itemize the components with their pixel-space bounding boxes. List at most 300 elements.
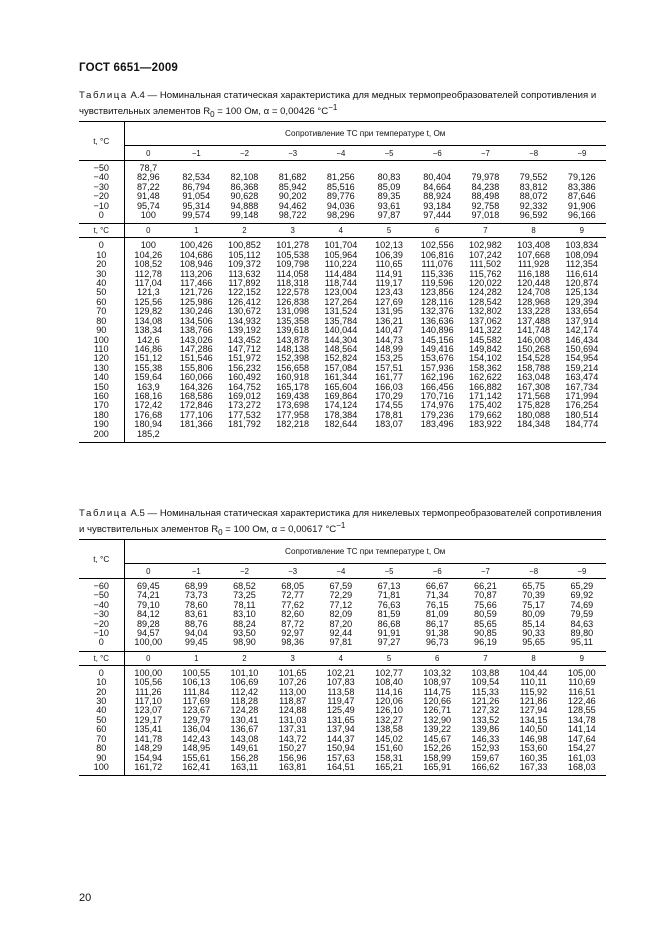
table-cell: 100,426 <box>179 240 213 251</box>
table-cell: 91,906 <box>567 200 596 211</box>
table-cell: 165,178 <box>276 381 310 392</box>
table-cell: 130,41 <box>230 714 259 725</box>
table-cell: 82,534 <box>182 172 211 183</box>
column-header: 5 <box>365 651 413 665</box>
table-cell <box>558 430 606 443</box>
table-cell: 129,79 <box>182 714 211 725</box>
table-cell: 119,596 <box>421 278 454 289</box>
table-cell: 83,812 <box>519 181 548 192</box>
table-cell: 80,83 <box>377 172 401 183</box>
table-cell: 177,106 <box>179 409 213 420</box>
table-cell: 84,63 <box>570 618 594 629</box>
table-cell: 136,21 <box>375 315 403 326</box>
table-cell: 90,33 <box>522 628 545 639</box>
table-cell: 143,08 <box>230 733 259 744</box>
table-cell: 153,60 <box>519 743 548 754</box>
table-cell: 163,474 <box>565 372 599 383</box>
table-cell: 159,67 <box>471 752 500 763</box>
table-cell: 67,13 <box>377 581 401 591</box>
table-a5-caption <box>79 508 606 539</box>
table-cell: 177,958 <box>276 409 310 420</box>
row-temperature: 80 <box>79 317 124 326</box>
table-cell: 126,71 <box>423 705 452 716</box>
table-cell: 88,76 <box>184 618 208 629</box>
table-cell: 100,00 <box>134 637 163 648</box>
table-cell: 117,69 <box>182 696 210 707</box>
table-cell: 97,87 <box>377 210 401 221</box>
table-cell: 94,04 <box>184 628 208 639</box>
table-cell: 141,14 <box>567 724 596 735</box>
table-cell: 82,09 <box>329 609 353 620</box>
table-cell: 165,21 <box>375 761 403 772</box>
table-cell: 95,314 <box>182 200 211 211</box>
table-cell: 154,27 <box>567 743 596 754</box>
table-cell: 79,126 <box>567 172 596 183</box>
table-cell: 146,98 <box>519 733 548 744</box>
caption-text: А.5 — Номинальная статическая характеристика для никелевых термопреобразователей сопротивления и чувствительных элементов R <box>79 508 602 536</box>
table-cell: 90,628 <box>230 191 259 202</box>
row-temperature: 20 <box>79 688 124 697</box>
table-cell: 118,87 <box>279 696 307 707</box>
table-cell: 154,102 <box>468 353 502 364</box>
table-cell: 132,376 <box>420 306 454 317</box>
table-cell: 138,766 <box>179 325 213 336</box>
table-cell: 113,00 <box>279 686 307 697</box>
table-cell: 170,29 <box>375 390 403 401</box>
table-cell: 71,34 <box>425 590 449 601</box>
row-temperature: 170 <box>79 401 124 410</box>
row-temperature: −40 <box>79 173 124 182</box>
table-cell: 93,61 <box>377 200 401 211</box>
table-cell: 103,408 <box>517 240 551 251</box>
table-cell: 113,206 <box>180 268 213 279</box>
table-cell: 123,07 <box>134 705 163 716</box>
table-cell: 81,09 <box>425 609 449 620</box>
table-cell: 120,022 <box>468 278 502 289</box>
column-header-t: t, °С <box>79 122 124 161</box>
table-cell: 122,152 <box>228 287 261 298</box>
table-cell: 135,784 <box>324 315 358 326</box>
table-cell: 140,044 <box>324 325 358 336</box>
table-cell: 163,9 <box>136 381 160 392</box>
column-header: 6 <box>413 224 461 238</box>
table-cell: 133,654 <box>565 306 599 317</box>
table-cell: 148,99 <box>375 343 403 354</box>
table-cell: 172,42 <box>134 400 163 411</box>
table-cell: 97,81 <box>329 637 353 648</box>
table-cell: 75,66 <box>474 599 497 610</box>
table-cell: 77,12 <box>329 599 353 610</box>
table-cell: 87,72 <box>281 618 305 629</box>
table-cell: 108,094 <box>565 249 599 260</box>
column-header: 5 <box>365 224 413 238</box>
table-cell: 177,532 <box>228 409 261 420</box>
row-temperature: −30 <box>79 610 124 619</box>
table-cell: 102,13 <box>375 240 403 251</box>
table-cell: 131,95 <box>375 306 403 317</box>
column-header: −7 <box>461 564 509 579</box>
table-cell: 77,62 <box>281 599 305 610</box>
table-cell: 69,45 <box>136 581 160 591</box>
row-temperature: 150 <box>79 383 124 392</box>
table-cell: 99,574 <box>182 210 211 221</box>
table-cell: 165,604 <box>324 381 358 392</box>
table-cell: 137,914 <box>565 315 599 326</box>
table-a4 <box>79 121 606 443</box>
table-cell: 137,94 <box>326 724 355 735</box>
table-cell: 96,166 <box>567 210 596 221</box>
table-cell: 134,506 <box>179 315 213 326</box>
table-cell: 103,834 <box>565 240 599 251</box>
table-cell: 128,542 <box>468 296 502 307</box>
caption-label: Таблица <box>79 90 128 101</box>
table-cell: 78,11 <box>233 599 256 610</box>
table-cell: 134,15 <box>519 714 548 725</box>
table-cell: 115,33 <box>471 686 499 697</box>
table-cell: 135,41 <box>134 724 163 735</box>
table-cell: 106,13 <box>182 677 211 688</box>
column-header: 7 <box>461 651 509 665</box>
table-cell: 71,81 <box>377 590 401 601</box>
table-cell: 149,842 <box>468 343 502 354</box>
table-cell: 118,318 <box>276 278 309 289</box>
column-header: 0 <box>124 146 172 161</box>
row-temperature: 40 <box>79 706 124 715</box>
table-cell: 139,86 <box>471 724 500 735</box>
table-cell: 127,32 <box>471 705 500 716</box>
table-cell: 101,278 <box>276 240 310 251</box>
header-row <box>79 146 606 161</box>
table-cell <box>269 430 317 443</box>
table-cell: 178,384 <box>324 409 358 420</box>
table-cell: 110,65 <box>375 259 403 270</box>
table-cell: 125,49 <box>326 705 355 716</box>
table-cell: 131,65 <box>326 714 355 725</box>
header-row <box>79 540 606 564</box>
column-header: −6 <box>413 146 461 161</box>
table-cell: 142,43 <box>182 733 211 744</box>
row-temperature: 60 <box>79 298 124 307</box>
table-cell: 79,552 <box>519 172 548 183</box>
table-cell: 104,26 <box>134 249 163 260</box>
table-cell: 166,882 <box>468 381 502 392</box>
table-cell: 179,236 <box>420 409 454 420</box>
header-row <box>79 564 606 579</box>
table-cell: 168,586 <box>179 390 213 401</box>
table-cell: 148,564 <box>324 343 358 354</box>
table-cell: 139,192 <box>228 325 261 336</box>
table-cell: 121,3 <box>136 287 160 298</box>
table-cell: 93,50 <box>233 628 256 639</box>
column-header: −1 <box>172 564 220 579</box>
table-cell: 154,94 <box>134 752 163 763</box>
table-cell: 99,45 <box>184 637 208 648</box>
table-cell: 147,286 <box>179 343 213 354</box>
column-header: −4 <box>317 146 365 161</box>
table-cell: 166,456 <box>420 381 454 392</box>
table-cell: 126,10 <box>375 705 403 716</box>
table-cell: 152,93 <box>471 743 500 754</box>
table-cell: 96,592 <box>519 210 548 221</box>
table-cell: 94,036 <box>326 200 355 211</box>
table-cell: 91,91 <box>377 628 401 639</box>
table-cell: 88,072 <box>519 191 548 202</box>
table-cell: 113,58 <box>327 686 355 697</box>
table-cell: 145,02 <box>375 733 403 744</box>
table-cell: 83,10 <box>233 609 256 620</box>
table-cell: 116,614 <box>565 268 598 279</box>
column-header: −1 <box>172 146 220 161</box>
table-cell: 173,272 <box>228 400 261 411</box>
table-cell: 158,31 <box>375 752 403 763</box>
table-cell: 127,69 <box>375 296 403 307</box>
table-cell: 141,322 <box>468 325 502 336</box>
table-cell: 112,78 <box>134 268 162 279</box>
table-cell: 182,644 <box>324 419 358 430</box>
table-cell: 135,358 <box>276 315 310 326</box>
table-cell: 137,062 <box>468 315 502 326</box>
table-cell: 79,978 <box>471 172 500 183</box>
table-cell: 174,976 <box>420 400 454 411</box>
table-cell: 169,012 <box>228 390 261 401</box>
caption-tail: = 100 Ом, α = 0,00426 °С <box>214 106 329 118</box>
table-cell: 119,47 <box>327 696 355 707</box>
table-cell: 108,52 <box>134 259 163 270</box>
table-cell: 151,60 <box>375 743 403 754</box>
table-cell: 129,394 <box>565 296 599 307</box>
table-cell: 132,802 <box>468 306 502 317</box>
table-cell: 67,59 <box>329 581 353 591</box>
table-cell: 123,67 <box>182 705 211 716</box>
table-cell: 121,726 <box>179 287 213 298</box>
table-cell: 144,73 <box>375 334 403 345</box>
table-cell: 139,22 <box>423 724 452 735</box>
table-cell: 168,16 <box>134 390 163 401</box>
table-cell: 147,712 <box>228 343 261 354</box>
table-cell: 121,86 <box>519 696 548 707</box>
table-cell: 102,77 <box>375 667 403 678</box>
table-cell: 101,704 <box>324 240 358 251</box>
table-cell <box>317 430 365 443</box>
page-number: 20 <box>79 892 92 904</box>
column-header: 3 <box>269 651 317 665</box>
row-temperature: 160 <box>79 392 124 401</box>
table-cell: 65,75 <box>522 581 545 591</box>
row-temperature: 0 <box>79 638 124 651</box>
table-cell: 149,61 <box>230 743 259 754</box>
table-cell: 101,10 <box>230 667 259 678</box>
table-cell: 118,744 <box>324 278 357 289</box>
table-cell: 164,51 <box>326 761 355 772</box>
row-temperature: −40 <box>79 601 124 610</box>
table-cell: 89,28 <box>136 618 160 629</box>
table-cell: 163,048 <box>517 372 551 383</box>
row-temperature: −50 <box>79 591 124 600</box>
table-cell: 180,94 <box>134 419 163 430</box>
table-cell: 111,502 <box>469 259 502 270</box>
table-cell: 148,95 <box>182 743 211 754</box>
table-cell: 75,17 <box>522 599 545 610</box>
table-cell: 125,986 <box>179 296 213 307</box>
table-cell: 90,202 <box>278 191 307 202</box>
table-cell: 68,99 <box>184 581 208 591</box>
row-temperature: 20 <box>79 260 124 269</box>
table-cell: 106,39 <box>375 249 403 260</box>
table-cell: 159,64 <box>134 372 163 383</box>
table-cell: 86,368 <box>230 181 259 192</box>
table-cell: 150,27 <box>278 743 307 754</box>
header-row <box>79 651 606 665</box>
table-cell: 158,362 <box>468 362 502 373</box>
table-cell: 115,92 <box>520 686 548 697</box>
table-cell: 109,372 <box>228 259 261 270</box>
table-cell: 148,29 <box>134 743 163 754</box>
table-cell <box>220 430 268 443</box>
table-cell: 99,148 <box>230 210 259 221</box>
table-cell: 174,124 <box>324 400 358 411</box>
caption-subscript: 0 <box>210 110 215 120</box>
table-cell: 136,04 <box>182 724 211 735</box>
table-cell: 133,52 <box>471 714 500 725</box>
row-temperature: −20 <box>79 620 124 629</box>
table-cell: 109,798 <box>276 259 310 270</box>
row-temperature: 10 <box>79 678 124 687</box>
table-cell: 74,21 <box>136 590 160 601</box>
table-cell: 108,946 <box>179 259 213 270</box>
table-cell: 126,412 <box>228 296 261 307</box>
table-cell: 149,416 <box>420 343 454 354</box>
table-cell: 173,698 <box>276 400 310 411</box>
table-cell: 127,264 <box>324 296 358 307</box>
table-cell: 114,75 <box>423 686 451 697</box>
row-temperature: 120 <box>79 354 124 363</box>
table-cell: 160,066 <box>179 372 213 383</box>
column-group-header: Сопротивление ТС при температуре t, Ом <box>124 540 606 564</box>
table-cell: 90,85 <box>474 628 497 639</box>
table-cell: 81,59 <box>377 609 401 620</box>
table-cell: 101,65 <box>278 667 307 678</box>
row-temperature: −20 <box>79 192 124 201</box>
table-cell: 176,254 <box>565 400 599 411</box>
table-row <box>79 430 606 443</box>
row-temperature: 130 <box>79 364 124 373</box>
table-cell: 140,50 <box>519 724 548 735</box>
table-cell: 100 <box>140 240 156 251</box>
table-row <box>79 638 606 651</box>
table-cell: 96,19 <box>474 637 497 648</box>
table-cell: 150,694 <box>565 343 599 354</box>
table-cell: 122,578 <box>276 287 310 298</box>
column-header: 0 <box>124 564 172 579</box>
table-cell: 145,156 <box>420 334 454 345</box>
table-cell: 161,344 <box>324 372 358 383</box>
caption-text: А.4 — Номинальная статическая характеристика для медных термопреобразователей сопротивления и чувствительных элементов R <box>79 90 597 118</box>
row-temperature: 100 <box>79 336 124 345</box>
column-header: 7 <box>461 224 509 238</box>
table-cell: 171,142 <box>468 390 502 401</box>
table-cell: 127,94 <box>519 705 548 716</box>
table-cell: 181,366 <box>179 419 213 430</box>
table-cell: 116,51 <box>568 686 596 697</box>
table-cell: 120,448 <box>517 278 551 289</box>
column-header: −3 <box>269 146 317 161</box>
table-cell: 151,546 <box>179 353 213 364</box>
column-header: −6 <box>413 564 461 579</box>
table-cell: 114,16 <box>375 686 403 697</box>
table-cell: 131,098 <box>276 306 310 317</box>
table-cell: 161,77 <box>375 372 403 383</box>
table-cell: 96,73 <box>425 637 449 648</box>
table-cell: 157,936 <box>420 362 454 373</box>
table-cell: 146,86 <box>134 343 163 354</box>
table-cell: 86,794 <box>182 181 211 192</box>
column-header: 1 <box>172 651 220 665</box>
table-cell: 155,806 <box>179 362 213 373</box>
table-cell: 137,488 <box>517 315 551 326</box>
table-cell: 145,67 <box>423 733 452 744</box>
table-cell: 141,78 <box>134 733 163 744</box>
table-cell: 83,61 <box>184 609 208 620</box>
table-cell: 150,268 <box>517 343 551 354</box>
table-cell: 136,636 <box>420 315 454 326</box>
table-cell: 151,12 <box>134 353 163 364</box>
table-cell: 115,336 <box>421 268 454 279</box>
table-cell: 161,72 <box>134 761 163 772</box>
row-temperature: 40 <box>79 279 124 288</box>
table-cell: 100 <box>140 210 156 221</box>
table-cell: 79,10 <box>136 599 160 610</box>
table-cell: 100,55 <box>182 667 211 678</box>
table-cell: 106,69 <box>230 677 259 688</box>
table-cell: 108,40 <box>375 677 403 688</box>
table-cell: 184,348 <box>517 419 551 430</box>
table-cell <box>461 430 509 443</box>
table-cell: 128,968 <box>517 296 551 307</box>
table-cell: 163,81 <box>278 761 307 772</box>
table-row <box>79 238 606 251</box>
table-cell: 168,03 <box>567 761 596 772</box>
column-header: −9 <box>558 564 606 579</box>
table-cell: 146,008 <box>517 334 551 345</box>
table-cell: 92,758 <box>471 200 500 211</box>
table-cell: 158,788 <box>517 362 551 373</box>
table-cell: 89,776 <box>326 191 355 202</box>
table-cell: 102,556 <box>420 240 454 251</box>
table-cell: 158,99 <box>423 752 452 763</box>
row-temperature: 50 <box>79 716 124 725</box>
table-cell: 111,928 <box>517 259 550 270</box>
table-cell: 161,03 <box>567 752 596 763</box>
table-cell: 134,08 <box>134 315 163 326</box>
table-cell: 152,26 <box>423 743 452 754</box>
row-temperature: 70 <box>79 307 124 316</box>
table-cell: 92,44 <box>329 628 353 639</box>
table-cell: 134,932 <box>228 315 261 326</box>
row-temperature: 180 <box>79 411 124 420</box>
table-cell: 183,07 <box>375 419 403 430</box>
row-temperature: 0 <box>79 238 124 251</box>
row-temperature: −30 <box>79 183 124 192</box>
table-cell: 132,90 <box>423 714 452 725</box>
row-temperature: 110 <box>79 345 124 354</box>
table-cell: 95,65 <box>522 637 545 648</box>
table-cell: 156,232 <box>228 362 261 373</box>
table-cell: 113,632 <box>228 268 261 279</box>
table-a4-caption <box>79 90 606 121</box>
table-cell: 141,748 <box>517 325 551 336</box>
table-cell: 124,708 <box>517 287 551 298</box>
table-cell: 159,214 <box>565 362 599 373</box>
